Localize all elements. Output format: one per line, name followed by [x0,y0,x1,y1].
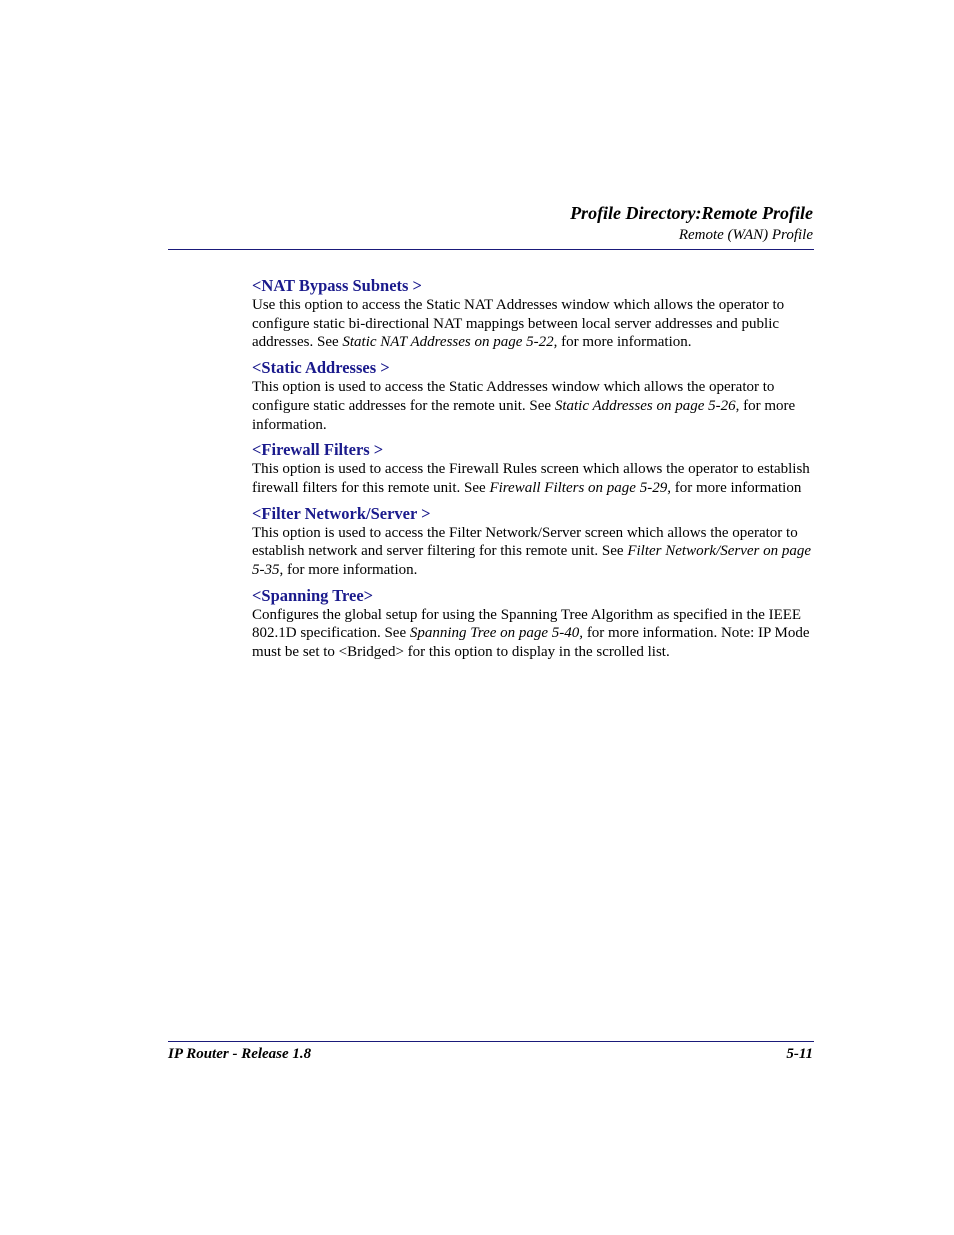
body-text-end: , for more information. [252,397,796,433]
cross-reference: Filter Network/Server on page 5-35 [252,543,812,579]
body-text: Configures the global setup for using the Spanning Tree Algorithm as specified in the IEEE 802.1D specification. See [252,606,802,642]
section-static-addresses [252,358,814,434]
body-text: Use this option to access the Static NAT Addresses window which allows the operator to configure static bi-directional NAT mappings between local server addresses and public addresses. See [252,297,785,351]
body-text-end: , for more information. [279,562,418,579]
cross-reference: Firewall Filters on page 5-29 [489,479,668,496]
header-title: Profile Directory:Remote Profile [570,203,813,223]
section-spanning-tree [252,586,814,662]
footer-document-title: IP Router - Release 1.8 [168,1046,312,1062]
section-heading: <NAT Bypass Subnets > [252,276,422,295]
section-heading: <Firewall Filters > [252,440,384,460]
cross-reference: Spanning Tree on page 5-40, [409,625,584,642]
section-body [252,296,814,352]
section-firewall-filters [252,440,814,497]
body-text-end: , for more information [667,479,802,496]
body-text: This option is used to access the Filter Network/Server screen which allows the operator to establish network and server filtering for this remote unit. See [252,524,798,560]
body-text-end: for more information. Note: IP Mode must be set to <Bridged> for this option to display in the scrolled list. [252,625,810,661]
cross-reference: Static Addresses on page 5-26 [554,397,736,414]
body-text: This option is used to access the Static Addresses window which allows the operator to configure static addresses for the remote unit. See [252,379,775,414]
footer-page-number: 5-11 [786,1046,813,1062]
section-heading: <Spanning Tree> [252,585,374,605]
header-rule [168,249,814,250]
body-text-end: , for more information. [553,334,692,351]
main-content [252,276,814,668]
section-heading: <Static Addresses > [252,358,390,378]
body-text: This option is used to access the Firewall Rules screen which allows the operator to establish firewall filters for this remote unit. See [252,461,810,496]
section-filter-network-server [252,504,814,580]
section-nat-bypass-subnets [252,276,814,352]
section-heading: <Filter Network/Server > [252,503,431,523]
section-body [252,460,814,497]
header-subtitle: Remote (WAN) Profile [678,227,813,243]
section-body [252,606,814,662]
section-body [252,378,814,434]
section-body [252,524,814,580]
footer-rule [168,1041,814,1042]
cross-reference: Static NAT Addresses on page 5-22 [342,334,554,351]
